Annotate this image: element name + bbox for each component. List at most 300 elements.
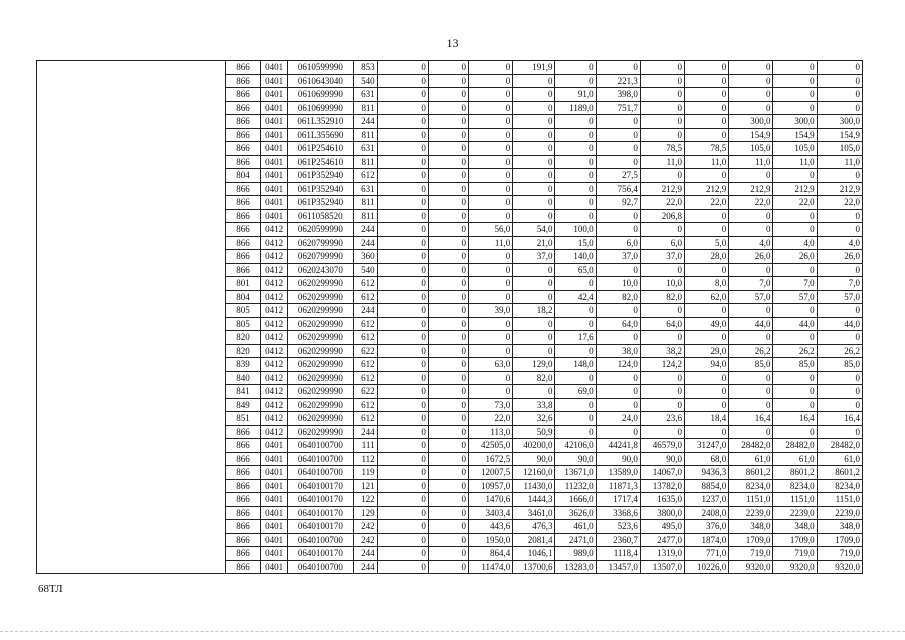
table-cell: 0 <box>729 371 773 385</box>
table-cell: 18,4 <box>685 412 729 426</box>
table-cell: 612 <box>353 317 377 331</box>
table-cell: 866 <box>225 263 260 277</box>
table-cell: 0 <box>729 74 773 88</box>
table-cell: 22,0 <box>469 412 513 426</box>
table-cell: 0 <box>555 425 596 439</box>
table-cell: 866 <box>225 74 260 88</box>
table-cell: 42106,0 <box>555 439 596 453</box>
table-cell: 0 <box>729 331 773 345</box>
table-cell: 719,0 <box>729 547 773 561</box>
table-cell: 061L355690 <box>288 128 353 142</box>
table-cell: 0 <box>773 425 817 439</box>
table-cell: 1470,6 <box>469 493 513 507</box>
table-cell: 44,0 <box>729 317 773 331</box>
table-cell: 0 <box>555 61 596 75</box>
table-cell: 0401 <box>261 547 288 561</box>
table-cell: 612 <box>353 169 377 183</box>
table-cell: 1237,0 <box>685 493 729 507</box>
table-cell: 8601,2 <box>773 466 817 480</box>
table-cell: 0 <box>428 223 468 237</box>
table-cell: 0 <box>685 169 729 183</box>
table-cell: 0 <box>555 371 596 385</box>
table-cell: 866 <box>225 520 260 534</box>
table-cell: 0 <box>685 128 729 142</box>
table-cell: 0 <box>729 223 773 237</box>
table-cell: 0 <box>685 115 729 129</box>
table-cell: 0 <box>428 277 468 291</box>
table-cell: 811 <box>353 128 377 142</box>
table-cell: 0 <box>428 74 468 88</box>
table-cell: 0 <box>377 425 428 439</box>
table-cell: 0 <box>469 155 513 169</box>
table-cell: 866 <box>225 250 260 264</box>
table-cell: 212,9 <box>729 182 773 196</box>
table-cell: 0 <box>428 250 468 264</box>
table-cell: 68,0 <box>685 452 729 466</box>
table-cell: 0 <box>428 506 468 520</box>
table-cell: 0412 <box>261 425 288 439</box>
table-cell: 7,0 <box>817 277 862 291</box>
table-cell: 0 <box>428 236 468 250</box>
table-cell: 0 <box>513 182 555 196</box>
table-cell: 866 <box>225 101 260 115</box>
table-cell: 0 <box>640 101 684 115</box>
table-cell: 26,2 <box>729 344 773 358</box>
table-cell: 0640100170 <box>288 520 353 534</box>
table-cell: 244 <box>353 547 377 561</box>
table-cell: 0 <box>377 304 428 318</box>
table-cell: 540 <box>353 74 377 88</box>
table-cell: 0620299990 <box>288 398 353 412</box>
table-cell: 0 <box>773 169 817 183</box>
table-cell: 82,0 <box>596 290 640 304</box>
table-cell: 0640100700 <box>288 560 353 574</box>
table-cell: 90,0 <box>555 452 596 466</box>
table-cell: 191,9 <box>513 61 555 75</box>
table-cell: 82,0 <box>513 371 555 385</box>
table-cell: 0 <box>469 250 513 264</box>
table-cell: 119 <box>353 466 377 480</box>
table-cell: 0 <box>428 398 468 412</box>
table-cell: 398,0 <box>596 88 640 102</box>
table-cell: 0 <box>817 223 862 237</box>
table-cell: 0 <box>428 169 468 183</box>
table-cell: 22,0 <box>640 196 684 210</box>
table-cell: 0412 <box>261 290 288 304</box>
table-cell: 129,0 <box>513 358 555 372</box>
table-cell: 0401 <box>261 493 288 507</box>
table-cell: 44241,8 <box>596 439 640 453</box>
table-cell: 0 <box>469 385 513 399</box>
table-cell: 0 <box>513 128 555 142</box>
table-cell: 0 <box>773 371 817 385</box>
table-cell: 0 <box>428 115 468 129</box>
table-cell: 85,0 <box>817 358 862 372</box>
table-cell: 866 <box>225 493 260 507</box>
table-cell: 0 <box>469 290 513 304</box>
table-cell: 0 <box>685 209 729 223</box>
table-cell: 26,2 <box>773 344 817 358</box>
table-cell: 866 <box>225 452 260 466</box>
table-cell: 0 <box>640 425 684 439</box>
table-cell: 140,0 <box>555 250 596 264</box>
budget-table <box>36 60 863 574</box>
table-cell: 8234,0 <box>773 479 817 493</box>
table-cell: 0401 <box>261 142 288 156</box>
table-cell: 28,0 <box>685 250 729 264</box>
table-cell: 148,0 <box>555 358 596 372</box>
table-cell: 0640100170 <box>288 547 353 561</box>
table-cell: 866 <box>225 466 260 480</box>
table-cell: 0 <box>555 317 596 331</box>
table-cell: 751,7 <box>596 101 640 115</box>
table-cell: 612 <box>353 290 377 304</box>
table-cell: 0412 <box>261 385 288 399</box>
table-cell: 11,0 <box>773 155 817 169</box>
table-cell: 2239,0 <box>773 506 817 520</box>
table-cell: 0 <box>377 74 428 88</box>
table-cell: 57,0 <box>817 290 862 304</box>
table-cell: 0620299990 <box>288 412 353 426</box>
table-cell: 0620599990 <box>288 223 353 237</box>
table-cell: 31247,0 <box>685 439 729 453</box>
table-cell: 3368,6 <box>596 506 640 520</box>
table-cell: 0 <box>377 398 428 412</box>
table-cell: 0620299990 <box>288 290 353 304</box>
table-cell: 15,0 <box>555 236 596 250</box>
table-cell: 11,0 <box>469 236 513 250</box>
table-cell: 0 <box>428 331 468 345</box>
table-cell: 849 <box>225 398 260 412</box>
table-cell: 0 <box>469 169 513 183</box>
table-cell: 360 <box>353 250 377 264</box>
table-cell: 56,0 <box>469 223 513 237</box>
table-cell: 154,9 <box>729 128 773 142</box>
table-cell: 0 <box>377 358 428 372</box>
table-cell: 866 <box>225 182 260 196</box>
table-cell: 0401 <box>261 520 288 534</box>
table-cell: 0 <box>428 209 468 223</box>
table-cell: 0 <box>685 425 729 439</box>
table-cell: 0 <box>640 263 684 277</box>
table-cell: 0 <box>377 533 428 547</box>
table-cell: 061L352910 <box>288 115 353 129</box>
table-cell: 242 <box>353 520 377 534</box>
table-cell: 0 <box>640 371 684 385</box>
table-cell: 16,4 <box>817 412 862 426</box>
table-cell: 65,0 <box>555 263 596 277</box>
table-cell: 0 <box>377 209 428 223</box>
table-cell: 864,4 <box>469 547 513 561</box>
table-cell: 0401 <box>261 479 288 493</box>
table-cell: 0 <box>817 101 862 115</box>
table-cell: 348,0 <box>773 520 817 534</box>
table-cell: 0 <box>513 101 555 115</box>
table-cell: 27,5 <box>596 169 640 183</box>
table-cell: 0 <box>729 304 773 318</box>
table-cell: 0 <box>729 398 773 412</box>
table-cell: 17,6 <box>555 331 596 345</box>
table-cell: 0 <box>377 560 428 574</box>
table-cell: 0 <box>685 61 729 75</box>
table-cell: 0 <box>513 290 555 304</box>
table-cell: 0 <box>377 115 428 129</box>
table-cell: 461,0 <box>555 520 596 534</box>
table-cell: 300,0 <box>817 115 862 129</box>
table-cell: 0 <box>469 344 513 358</box>
table-cell: 78,5 <box>685 142 729 156</box>
table-cell: 92,7 <box>596 196 640 210</box>
table-cell: 206,8 <box>640 209 684 223</box>
table-cell: 16,4 <box>773 412 817 426</box>
table-cell: 0 <box>513 277 555 291</box>
table-cell: 0 <box>428 520 468 534</box>
table-cell: 0620299990 <box>288 371 353 385</box>
table-cell: 0620299990 <box>288 277 353 291</box>
table-cell: 0620299990 <box>288 317 353 331</box>
table-cell: 1319,0 <box>640 547 684 561</box>
table-cell: 0 <box>555 142 596 156</box>
table-cell: 3403,4 <box>469 506 513 520</box>
table-cell: 0610699990 <box>288 88 353 102</box>
table-cell: 38,2 <box>640 344 684 358</box>
table-cell: 0 <box>685 371 729 385</box>
table-cell: 866 <box>225 547 260 561</box>
table-cell: 38,0 <box>596 344 640 358</box>
table-cell: 0 <box>817 371 862 385</box>
table-cell: 866 <box>225 142 260 156</box>
table-cell: 5,0 <box>685 236 729 250</box>
table-cell: 0 <box>428 263 468 277</box>
table-cell: 9320,0 <box>773 560 817 574</box>
table-cell: 28482,0 <box>817 439 862 453</box>
table-cell: 16,4 <box>729 412 773 426</box>
table-cell: 0 <box>377 547 428 561</box>
table-cell: 0640100700 <box>288 533 353 547</box>
table-cell: 0 <box>596 223 640 237</box>
table-cell: 866 <box>225 209 260 223</box>
table-cell: 0 <box>773 74 817 88</box>
table-cell: 0 <box>377 223 428 237</box>
table-cell: 0 <box>513 169 555 183</box>
table-cell: 0 <box>596 263 640 277</box>
table-cell: 0 <box>513 317 555 331</box>
table-cell: 801 <box>225 277 260 291</box>
table-cell: 44,0 <box>773 317 817 331</box>
table-cell: 0412 <box>261 344 288 358</box>
table-cell: 6,0 <box>640 236 684 250</box>
table-cell: 212,9 <box>817 182 862 196</box>
table-cell: 94,0 <box>685 358 729 372</box>
table-cell: 061P352940 <box>288 169 353 183</box>
table-cell: 0 <box>729 101 773 115</box>
table-cell: 0 <box>469 115 513 129</box>
table-cell: 0620299990 <box>288 385 353 399</box>
table-cell: 0 <box>640 385 684 399</box>
table-body <box>37 61 863 574</box>
table-cell: 061P352940 <box>288 182 353 196</box>
table-cell: 3461,0 <box>513 506 555 520</box>
table-cell: 40200,0 <box>513 439 555 453</box>
table-cell: 22,0 <box>685 196 729 210</box>
table-cell: 0 <box>377 61 428 75</box>
table-cell: 212,9 <box>640 182 684 196</box>
table-cell: 866 <box>225 115 260 129</box>
table-cell: 91,0 <box>555 88 596 102</box>
table-cell: 0 <box>513 142 555 156</box>
table-cell: 0 <box>428 466 468 480</box>
table-cell: 0 <box>469 128 513 142</box>
table-cell: 0 <box>685 331 729 345</box>
table-cell: 820 <box>225 331 260 345</box>
table-cell: 9436,3 <box>685 466 729 480</box>
table-cell: 0 <box>685 263 729 277</box>
table-cell: 0 <box>640 331 684 345</box>
table-cell: 0 <box>377 466 428 480</box>
table-cell: 244 <box>353 236 377 250</box>
table-cell: 719,0 <box>773 547 817 561</box>
table-cell: 0 <box>377 344 428 358</box>
table-cell: 0 <box>513 263 555 277</box>
table-cell: 866 <box>225 88 260 102</box>
table-cell: 0640100700 <box>288 466 353 480</box>
table-cell: 622 <box>353 385 377 399</box>
table-cell: 0412 <box>261 236 288 250</box>
table-cell: 0412 <box>261 263 288 277</box>
table-cell: 244 <box>353 115 377 129</box>
table-cell: 0620299990 <box>288 358 353 372</box>
table-cell: 9320,0 <box>729 560 773 574</box>
table-cell: 64,0 <box>640 317 684 331</box>
table-cell: 1717,4 <box>596 493 640 507</box>
table-cell: 11,0 <box>685 155 729 169</box>
table-cell: 0 <box>428 479 468 493</box>
table-cell: 49,0 <box>685 317 729 331</box>
table-cell: 32,6 <box>513 412 555 426</box>
table-cell: 0 <box>377 196 428 210</box>
table-cell: 0 <box>428 344 468 358</box>
table-cell: 0610599990 <box>288 61 353 75</box>
table-cell: 0 <box>640 115 684 129</box>
table-cell: 0 <box>428 439 468 453</box>
table-cell: 0401 <box>261 101 288 115</box>
table-cell: 0620299990 <box>288 344 353 358</box>
table-cell: 2477,0 <box>640 533 684 547</box>
table-cell: 0 <box>817 209 862 223</box>
table-cell: 13671,0 <box>555 466 596 480</box>
table-cell: 0 <box>773 209 817 223</box>
table-cell: 0 <box>377 182 428 196</box>
table-cell: 0 <box>555 209 596 223</box>
empty-description-cell <box>37 61 226 574</box>
table-cell: 0 <box>596 128 640 142</box>
table-cell: 866 <box>225 425 260 439</box>
table-cell: 8,0 <box>685 277 729 291</box>
table-cell: 0401 <box>261 209 288 223</box>
table-cell: 612 <box>353 331 377 345</box>
table-cell: 0 <box>555 196 596 210</box>
table-cell: 0 <box>596 155 640 169</box>
table-cell: 061P352940 <box>288 196 353 210</box>
table-cell: 866 <box>225 479 260 493</box>
table-cell: 839 <box>225 358 260 372</box>
table-cell: 0 <box>555 344 596 358</box>
table-cell: 0 <box>596 398 640 412</box>
table-cell: 0 <box>640 128 684 142</box>
table-cell: 0 <box>513 385 555 399</box>
table-cell: 13283,0 <box>555 560 596 574</box>
table-cell: 0 <box>428 182 468 196</box>
table-cell: 0412 <box>261 223 288 237</box>
table-cell: 0 <box>596 371 640 385</box>
table-cell: 105,0 <box>773 142 817 156</box>
table-cell: 0 <box>555 304 596 318</box>
table-cell: 0412 <box>261 398 288 412</box>
table-cell: 0 <box>729 385 773 399</box>
table-cell: 0 <box>377 493 428 507</box>
table-cell: 612 <box>353 371 377 385</box>
table-cell: 57,0 <box>773 290 817 304</box>
table-cell: 212,9 <box>773 182 817 196</box>
table-cell: 82,0 <box>640 290 684 304</box>
table-cell: 0 <box>555 74 596 88</box>
table-cell: 0401 <box>261 506 288 520</box>
table-cell: 631 <box>353 88 377 102</box>
table-cell: 771,0 <box>685 547 729 561</box>
table-cell: 0 <box>817 88 862 102</box>
table-cell: 42,4 <box>555 290 596 304</box>
table-cell: 0 <box>428 371 468 385</box>
table-cell: 2471,0 <box>555 533 596 547</box>
table-cell: 631 <box>353 142 377 156</box>
table-cell: 866 <box>225 223 260 237</box>
table-cell: 4,0 <box>817 236 862 250</box>
table-cell: 0 <box>817 398 862 412</box>
table-cell: 37,0 <box>640 250 684 264</box>
table-cell: 0 <box>377 101 428 115</box>
table-cell: 111 <box>353 439 377 453</box>
table-cell: 85,0 <box>729 358 773 372</box>
table-cell: 0 <box>640 398 684 412</box>
table-cell: 0 <box>428 412 468 426</box>
table-cell: 0 <box>377 520 428 534</box>
table-cell: 0 <box>428 452 468 466</box>
table-cell: 0 <box>729 209 773 223</box>
table-cell: 840 <box>225 371 260 385</box>
table-cell: 0 <box>773 223 817 237</box>
table-cell: 1151,0 <box>817 493 862 507</box>
table-cell: 11232,0 <box>555 479 596 493</box>
table-cell: 0 <box>428 385 468 399</box>
table-cell: 0 <box>469 142 513 156</box>
table-cell: 0 <box>817 169 862 183</box>
table-cell: 0 <box>377 142 428 156</box>
table-cell: 0 <box>513 331 555 345</box>
table-cell: 719,0 <box>817 547 862 561</box>
table-cell: 0401 <box>261 169 288 183</box>
table-cell: 853 <box>353 61 377 75</box>
table-cell: 0401 <box>261 466 288 480</box>
table-cell: 13507,0 <box>640 560 684 574</box>
table-cell: 242 <box>353 533 377 547</box>
table-cell: 1635,0 <box>640 493 684 507</box>
table-cell: 1709,0 <box>729 533 773 547</box>
table-cell: 24,0 <box>596 412 640 426</box>
table-cell: 0 <box>428 547 468 561</box>
table-cell: 0401 <box>261 196 288 210</box>
table-cell: 0412 <box>261 371 288 385</box>
table-cell: 0412 <box>261 331 288 345</box>
